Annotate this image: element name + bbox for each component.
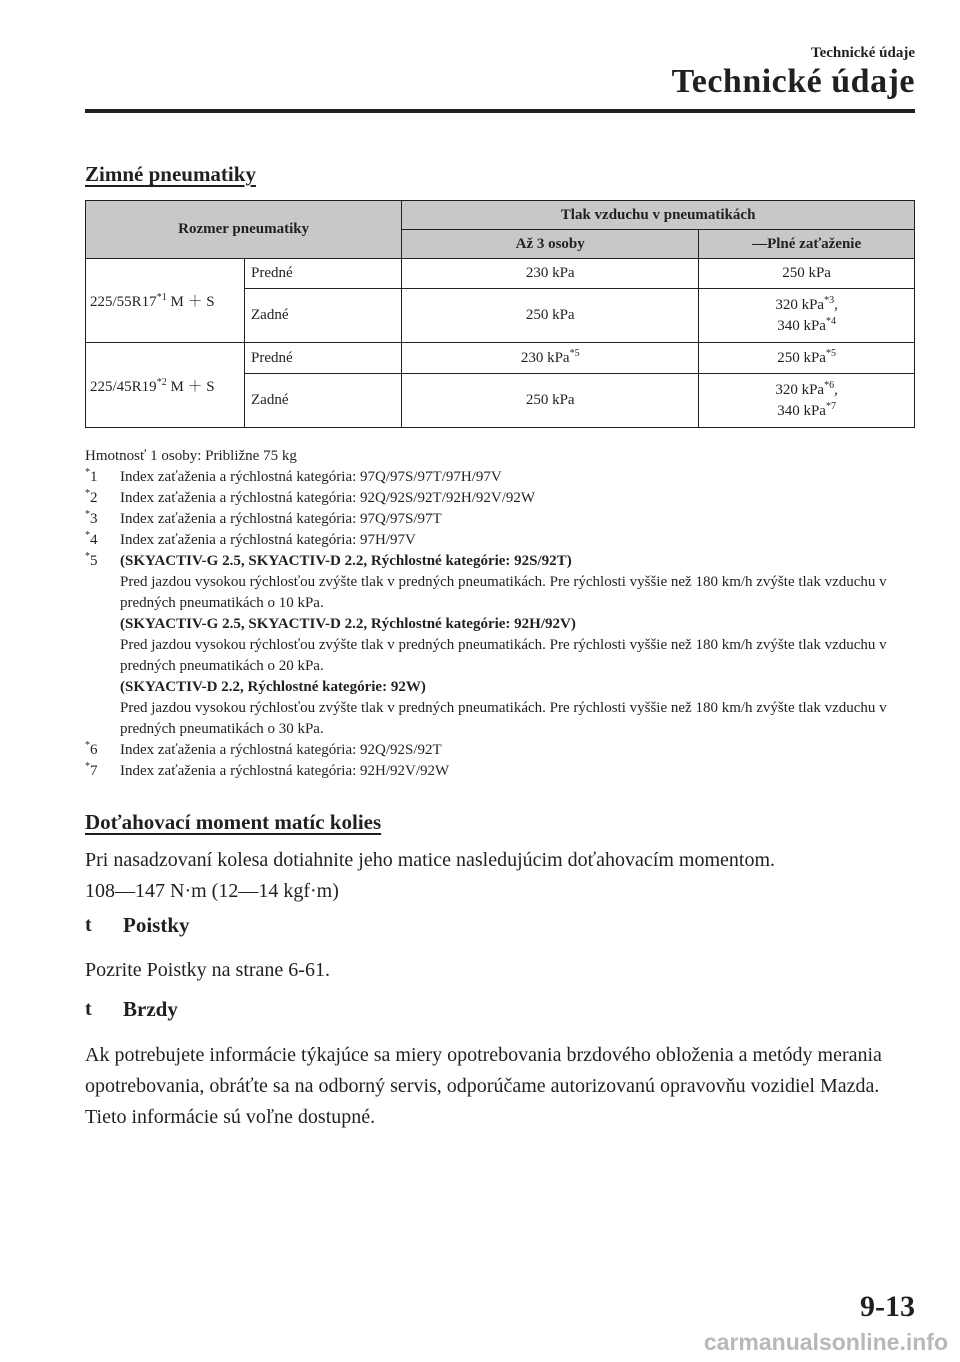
brakes-text: Ak potrebujete informácie týkajúce sa miery opotrebovania brzdového obloženia a metódy merania opotrebovania, obráťte sa na odborný servis, odporúčame autorizovanú opravovňu vozidiel Mazda. Tieto informácie sú voľne dostupné. <box>85 1044 882 1128</box>
page-number: 9-13 <box>860 1290 915 1323</box>
watermark: carmanualsonline.info <box>703 1329 948 1355</box>
tire-pressure-table <box>85 200 915 428</box>
fuses-heading: t Poistky <box>85 913 190 937</box>
axle-label-front: Predné <box>245 259 402 289</box>
footnote-6: *6 Index zaťaženia a rýchlostná kategória: 92Q/92S/92T <box>85 740 442 758</box>
tire-size-cell: 225/45R19$^{*2}$ M ＋ S <box>86 343 245 428</box>
pressure-cell: 250 kPa <box>402 289 699 343</box>
fuses-text: Pozrite Poistky na strane 6-61. <box>85 959 330 981</box>
pressure-cell: 320 kPa$^{*3}$, 340 kPa$^{*4}$ <box>699 289 915 343</box>
footnote-3: *3 Index zaťaženia a rýchlostná kategória: 97Q/97S/97T <box>85 509 442 527</box>
axle-label-rear: Zadné <box>245 289 402 343</box>
col-header-full-load: —Plné zaťaženie <box>699 230 915 259</box>
pressure-cell: 230 kPa$^{*5}$ <box>402 343 699 374</box>
header-section-title: Technické údaje <box>810 45 915 61</box>
winter-tires-title: Zimné pneumatiky <box>85 162 256 186</box>
brakes-heading: t Brzdy <box>85 997 178 1021</box>
footnotes <box>85 446 915 782</box>
footnote-1: *1 Index zaťaženia a rýchlostná kategória: 97Q/97S/97T/97H/97V <box>85 467 502 485</box>
torque-title: Doťahovací moment matíc kolies <box>85 810 382 834</box>
section-bullet-icon: t <box>85 998 92 1020</box>
col-header-3-persons: Až 3 osoby <box>402 230 699 259</box>
pressure-cell: 250 kPa <box>402 374 699 428</box>
footnote-2: *2 Index zaťaženia a rýchlostná kategória: 92Q/92S/92T/92H/92V/92W <box>85 488 536 506</box>
person-weight-note: Hmotnosť 1 osoby: Približne 75 kg <box>85 448 297 464</box>
pressure-cell: 250 kPa <box>699 259 915 289</box>
tire-size-cell: 225/55R17$^{*1}$ M ＋ S <box>86 259 245 343</box>
col-header-pressure: Tlak vzduchu v pneumatikách <box>402 201 915 230</box>
header-rule <box>85 109 915 113</box>
header-chapter-title: Technické údaje <box>671 63 915 100</box>
footnote-4: *4 Index zaťaženia a rýchlostná kategória: 97H/97V <box>85 530 416 548</box>
footnote-7: *7 Index zaťaženia a rýchlostná kategória: 92H/92V/92W <box>85 761 450 779</box>
torque-text: Pri nasadzovaní kolesa dotiahnite jeho matice nasledujúcim doťahovacím momentom. 108—147 N·m (12—14 kgf·m) <box>85 845 915 907</box>
table-row <box>86 259 915 289</box>
section-bullet-icon: t <box>85 914 92 936</box>
col-header-size: Rozmer pneumatiky <box>86 201 402 259</box>
pressure-cell: 230 kPa <box>402 259 699 289</box>
torque-value: 108—147 N·m (12—14 kgf·m) <box>85 880 339 902</box>
axle-label-front: Predné <box>245 343 402 374</box>
footnote-5: *5 (SKYACTIV-G 2.5, SKYACTIV-D 2.2, Rýchlostné kategórie: 92S/92T) Pred jazdou vysokou rýchlosťou zvýšte tlak v predných pneumatikách. Pre rýchlosti vyššie než 180 km/h zvýšte tlak vzduchu v predných pneumatikách o 10 kPa. (SKYACTIV-G 2.5, SKYACTIV-D 2.2, Rýchlostné kategórie: 92H/92V) Pred jazdou vysokou rýchlosťou zvýšte tlak v predných pneumatikách. Pre rýchlosti vyššie než 180 km/h zvýšte tlak vzduchu v predných pneumatikách o 20 kPa. (SKYACTIV-D 2.2, Rýchlostné kategórie: 92W) Pred jazdou vysokou rýchlosťou zvýšte tlak v predných pneumatikách. Pre rýchlosti vyššie než 180 km/h zvýšte tlak vzduchu v predných pneumatikách o 30 kPa. <box>85 551 887 737</box>
axle-label-rear: Zadné <box>245 374 402 428</box>
table-row <box>86 343 915 374</box>
pressure-cell: 320 kPa$^{*6}$, 340 kPa$^{*7}$ <box>699 374 915 428</box>
pressure-cell: 250 kPa$^{*5}$ <box>699 343 915 374</box>
